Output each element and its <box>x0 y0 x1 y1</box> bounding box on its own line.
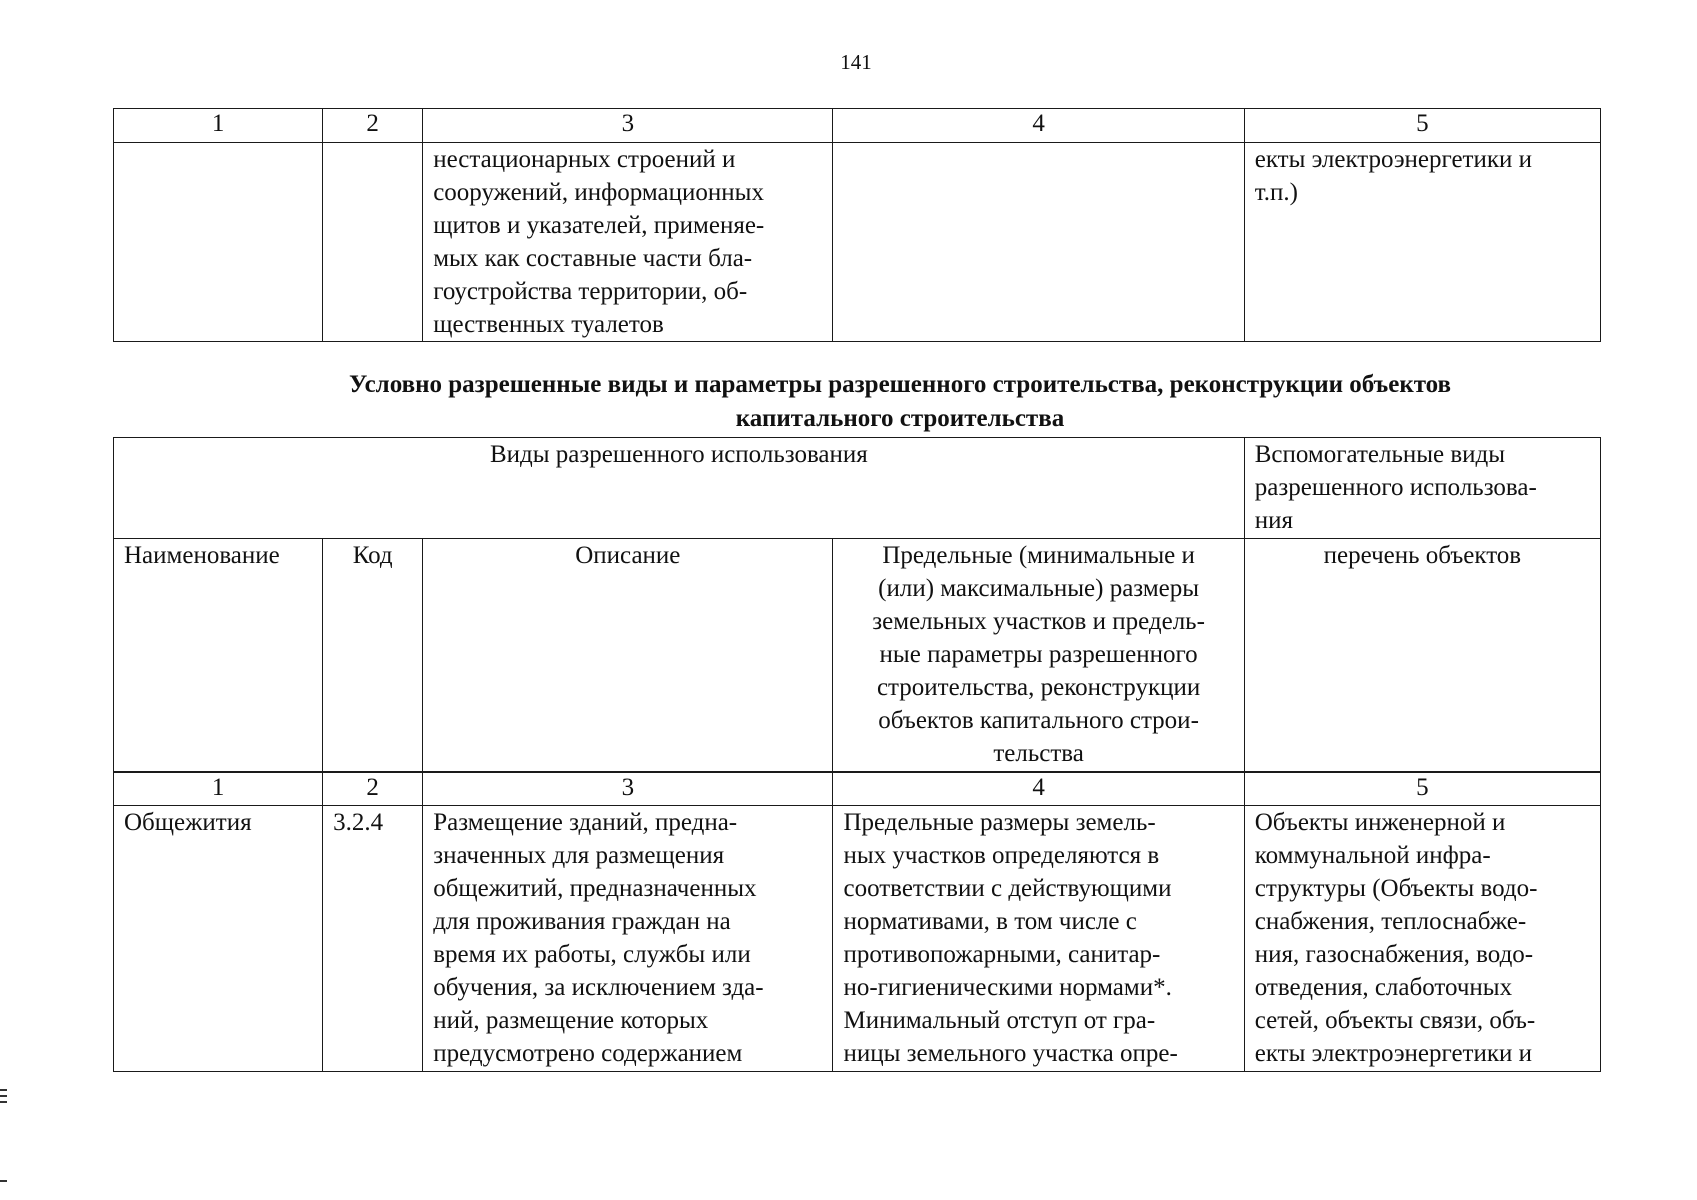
section-heading <box>140 368 1660 436</box>
column-number-row <box>114 773 1601 806</box>
auxiliary-cell: екты электроэнергетики и т.п.) <box>1244 143 1600 342</box>
table-row <box>114 806 1601 1072</box>
column-number: 5 <box>1244 109 1600 143</box>
column-header-code: Код <box>323 539 423 772</box>
code-cell <box>323 143 423 342</box>
column-number: 4 <box>833 109 1244 143</box>
group-header-row <box>114 438 1601 539</box>
name-cell <box>114 143 323 342</box>
column-number: 5 <box>1244 773 1600 806</box>
page-number: 141 <box>840 50 872 74</box>
column-number: 1 <box>114 109 323 143</box>
column-number-row <box>114 109 1601 143</box>
table-row <box>114 143 1601 342</box>
section-heading-line: капитального строительства <box>735 405 1065 432</box>
margin-mark <box>0 1101 7 1103</box>
parameters-cell <box>833 806 1244 1072</box>
section-heading-line: Условно разрешенные виды и параметры разрешенного строительства, реконструкции объектов <box>348 371 1452 398</box>
column-header-auxiliary: перечень объектов <box>1244 539 1600 772</box>
description-cell: нестационарных строений и сооружений, информационных щитов и указателей, применяе- мых как составные части бла- гоустройства территории, об- щественных туалетов <box>423 143 833 342</box>
margin-mark <box>0 1095 7 1097</box>
auxiliary-text: Объекты инженерной и коммунальной инфра- структуры (Объекты водо- снабжения, теплоснабже- ния, газоснабжения, водо- отведения, слаботочных сетей, объекты связи, объ- екты электроэнергетики и <box>1254 809 1538 1067</box>
parameters-text: Предельные размеры земель- ных участков определяются в соответствии с действующими нормативами, в том числе с противопожарными, санитар- но-гигиеническими нормами*. Минимальный отступ от гра- ницы земельного участка опре- <box>843 809 1178 1067</box>
column-header-description: Описание <box>423 539 833 772</box>
group-header: Виды разрешенного использования <box>114 438 1245 539</box>
column-number: 3 <box>423 773 833 806</box>
column-header-parameters: Предельные (минимальные и (или) максимальные) размеры земельных участков и предель- ные параметры разрешенного строительства, реконструкции объектов капитального строи- тельства <box>833 539 1244 772</box>
description-cell <box>423 806 833 1072</box>
aux-header: Вспомогательные виды разрешенного использова- ния <box>1244 438 1600 539</box>
column-number: 1 <box>114 773 323 806</box>
column-number: 2 <box>323 773 423 806</box>
parameters-cell <box>833 143 1244 342</box>
margin-mark <box>0 1180 7 1182</box>
margin-mark <box>0 1089 7 1091</box>
column-number: 4 <box>833 773 1244 806</box>
auxiliary-cell <box>1244 806 1600 1072</box>
column-number: 3 <box>423 109 833 143</box>
description-text: Размещение зданий, предна- значенных для размещения общежитий, предназначенных для проживания граждан на время их работы, службы или обучения, за исключением зда- ний, размещение которых предусмотрено содержанием <box>433 809 764 1067</box>
column-number: 2 <box>323 109 423 143</box>
permitted-uses-table <box>113 437 1601 772</box>
code-cell: 3.2.4 <box>323 806 423 1072</box>
name-cell: Общежития <box>114 806 323 1072</box>
permitted-uses-table-body <box>113 772 1601 1072</box>
column-header-name: Наименование <box>114 539 323 772</box>
continuation-table <box>113 108 1601 342</box>
column-header-row <box>114 539 1601 772</box>
